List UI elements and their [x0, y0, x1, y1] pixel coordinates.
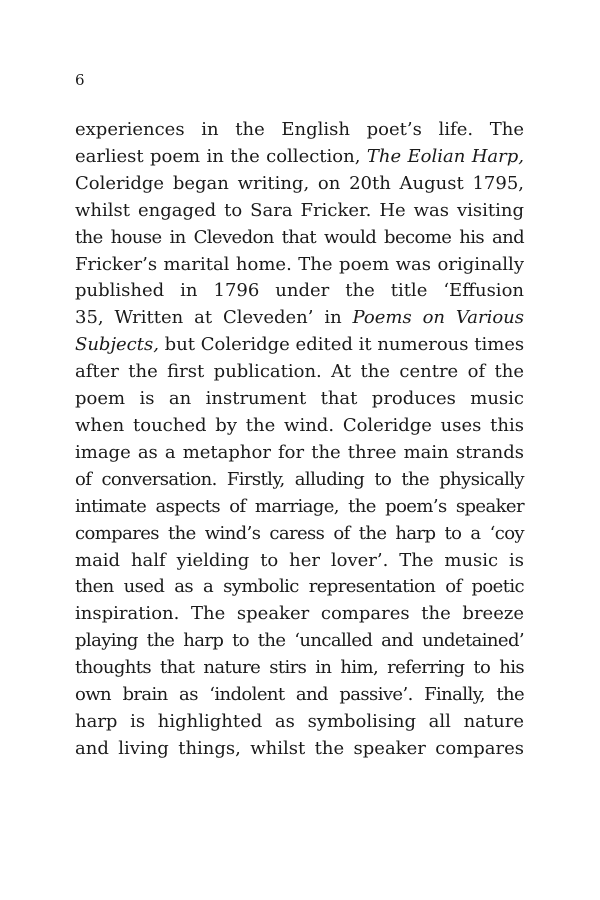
- italic-title: Poems on Various: [352, 307, 524, 329]
- text-run: but Coleridge edited it numerous times: [158, 334, 525, 356]
- text-run: and living things, whilst the speaker compares: [75, 737, 524, 759]
- text-run: whilst engaged to Sara Fricker. He was visiting: [75, 199, 524, 221]
- text-line: [75, 252, 524, 279]
- text-run: inspiration. The speaker compares the breeze: [75, 603, 524, 625]
- text-line: [75, 682, 524, 709]
- text-line: [75, 494, 524, 521]
- text-run: poem is an instrument that produces music: [75, 388, 524, 410]
- text-line: [75, 736, 524, 763]
- text-run: Coleridge began writing, on 20th August 1795,: [75, 172, 524, 194]
- text-line: [75, 413, 524, 440]
- text-line: [75, 117, 524, 144]
- page-number: 6: [75, 71, 85, 89]
- text-line: [75, 305, 524, 332]
- text-run: own brain as ‘indolent and passive’. Finally, the: [75, 684, 524, 706]
- text-run: after the first publication. At the centre of the: [75, 361, 524, 383]
- text-run: then used as a symbolic representation of poetic: [75, 576, 524, 598]
- italic-title: The Eolian Harp,: [366, 145, 524, 167]
- text-line: [75, 601, 524, 628]
- text-run: earliest poem in the collection,: [75, 145, 367, 167]
- text-line: [75, 171, 524, 198]
- italic-title: Subjects,: [75, 334, 159, 356]
- text-line: [75, 386, 524, 413]
- text-run: the house in Clevedon that would become his and: [75, 226, 524, 248]
- text-run: playing the harp to the ‘uncalled and undetained’: [75, 630, 524, 652]
- text-line: [75, 467, 524, 494]
- text-line: [75, 198, 524, 225]
- text-line: [75, 574, 524, 601]
- text-run: harp is highlighted as symbolising all nature: [75, 710, 524, 732]
- text-run: image as a metaphor for the three main strands: [75, 441, 524, 463]
- text-run: experiences in the English poet’s life. The: [75, 119, 524, 140]
- text-run: of conversation. Firstly, alluding to the physically: [75, 468, 524, 490]
- text-run: thoughts that nature stirs in him, referring to his: [75, 657, 524, 679]
- text-run: 35, Written at Cleveden’ in: [75, 307, 353, 329]
- text-line: [75, 709, 524, 736]
- text-line: [75, 548, 524, 575]
- text-line: [75, 278, 524, 305]
- text-run: Fricker’s marital home. The poem was originally: [75, 253, 524, 275]
- text-line: [75, 332, 524, 359]
- text-run: published in 1796 under the title ‘Effusion: [75, 280, 524, 302]
- text-run: compares the wind’s caress of the harp to a ‘coy: [75, 522, 524, 544]
- body-paragraph: [75, 117, 524, 763]
- text-line: [75, 144, 524, 171]
- text-run: intimate aspects of marriage, the poem’s speaker: [75, 495, 524, 517]
- text-run: maid half yielding to her lover’. The music is: [75, 549, 524, 571]
- text-line: [75, 628, 524, 655]
- text-line: [75, 655, 524, 682]
- text-line: [75, 359, 524, 386]
- text-line: [75, 521, 524, 548]
- text-line: [75, 440, 524, 467]
- text-run: when touched by the wind. Coleridge uses this: [75, 414, 524, 436]
- text-line: [75, 225, 524, 252]
